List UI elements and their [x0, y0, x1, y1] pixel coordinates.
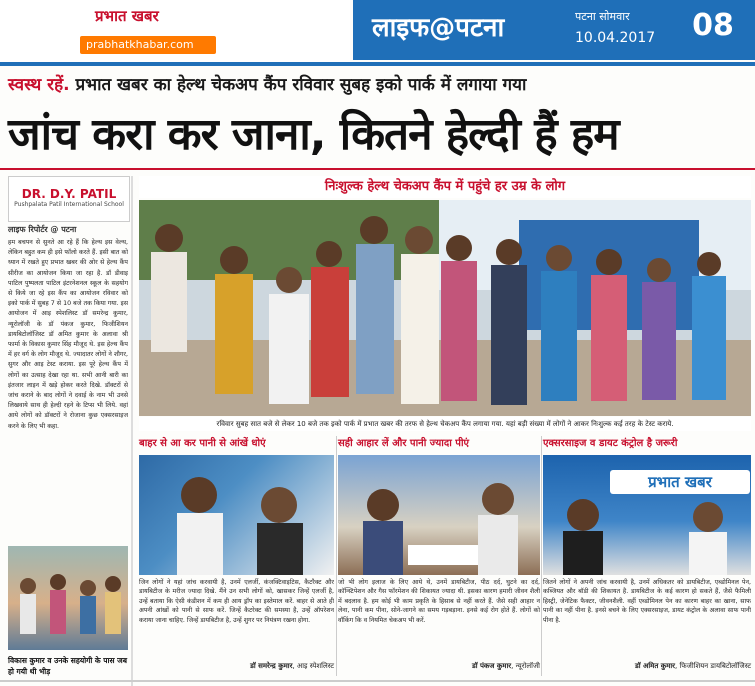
- credit-role: , फिजीशियन डायबिटोलॉजिस्ट: [675, 662, 751, 670]
- main-photo: [139, 200, 751, 416]
- credit-name: डॉ अमित कुमार: [634, 662, 675, 670]
- article-body: हम बचपन से सुनते आ रहे हैं कि हेल्थ इस वेल्थ, लेकिन बहुत कम ही इसे फॉलो करते हैं. इसी बात को ध्यान में रखते हुए प्रभात खबर की ओर से हेल्थ कैंप सीरीज का आयोजन किया जा रहा है. डॉ डीवाइ पाटिल पुष्पलता पाटिल इंटरनेशनल स्कूल के सहयोग से किये जा रहे इस कैंप का आयोजन रविवार को इको पार्क में सुबह 7 से 10 बजे तक किया गया. इस आयोजन में आइ स्पेशलिस्ट डॉ समरेन्द्र कुमार, न्यूरोलॉजी के डॉ पंकज कुमार, फिजीशियन डायबिटोलॉजिस्ट डॉ अमित कुमार के अलावा श्री फार्मा के विकास कुमार सिंह मौजूद थे. इस हेल्थ कैंप में हर वर्ग के लोग मौजूद थे. ज्यादातर लोगों ने शौगर, सुगर और आइ टेस्ट कराया. इस पूरे हेल्थ कैंप में लोगों का उत्साह देखा रहा था. सभी आनी बारी का इंतजार लाइन में खड़े होकर करते दिखे. डॉक्टरों से जांच कराने के बाद लोगों ने दवाई के नाम भी उनसे लिखवाये साथ ही हेल्दी रहने के टिप्स भी लिये. वहां आये लोगों को डॉक्टरों ने रोजाना कुछ एक्सरसाइज करने के लिए भी कहा.: [8, 239, 128, 430]
- eye-checkup-illustration: [139, 455, 334, 575]
- sub-story-2-photo: [338, 455, 540, 575]
- sub-story-3-credit: [543, 662, 751, 674]
- headline: जांच करा कर जाना, कितने हेल्दी हैं हम: [8, 109, 619, 160]
- header-city-day: पटना सोमवार: [575, 10, 630, 23]
- sub-story-2-text: जो भी लोग इलाज के लिए आये थे, उनमें डायबिटीज, पीठ दर्द, घुटने का दर्द, कॉन्स्टिपेशन और गैस फॉरमेशन की शिकायत ज्यादा थी. इसका कारण हमारी जीवन शैली में बदलाव है. हम कोई भी काम प्रकृति के हिसाब से नहीं करते हैं. जैसे सही आहार न लेना, पानी कम पीना, सोने-जागने का समय गड़बड़ाना. इनसे कई रोग होते हैं. लोगों को वॉकिंग कि व नियमित चेकअप भी करें.: [338, 579, 540, 624]
- page-number: 08: [692, 8, 734, 43]
- site-url[interactable]: prabhatkhabar.com: [80, 36, 216, 54]
- column-divider: [131, 176, 133, 686]
- kicker-line: [8, 72, 526, 95]
- header-divider: [0, 62, 755, 66]
- bp-checkup-illustration: [338, 455, 540, 575]
- sub-story-3-heading: एक्सरसाइज व डायट कंट्रोल है जरूरी: [543, 438, 678, 449]
- crowd-photo: [8, 546, 128, 650]
- credit-role: , न्यूरोलॉजी: [511, 662, 540, 670]
- section-title: लाइफ@पटना: [372, 13, 505, 43]
- byline: लाइफ रिपोर्टर @ पटना: [8, 225, 77, 234]
- sub-story-2-credit: [338, 662, 540, 674]
- sub-story-1-credit: [139, 662, 334, 674]
- photo-banner: निःशुल्क हेल्थ चेकअप कैंप में पहुंचे हर उम्र के लोग: [139, 176, 751, 198]
- column-rule: [336, 436, 337, 676]
- header-date: 10.04.2017: [575, 30, 656, 46]
- sub-story-1-photo: [139, 455, 334, 575]
- main-photo-caption: रविवार सुबह सात बजे से लेकर 10 बजे तक इको पार्क में प्रभात खबर की तरफ से हेल्थ चेकअप कैंप लगाया गया. यहां बड़ी संख्या में लोगों ने आकर निःशुल्क कई तरह के टेस्ट कराये.: [139, 417, 751, 431]
- credit-name: डॉ पंकज कुमार: [471, 662, 512, 670]
- kicker-strong: स्वस्थ रहें.: [8, 75, 70, 95]
- page-bottom-rule: [0, 680, 755, 682]
- sub-story-2-heading: सही आहार लें और पानी ज्यादा पीएं: [338, 438, 470, 449]
- sponsor-name: DR. D.Y. PATIL: [21, 187, 117, 201]
- credit-role: , आइ स्पेशलिस्ट: [292, 662, 334, 670]
- health-camp-illustration: [139, 200, 751, 416]
- sub-story-1-text: जिन लोगों ने यहां जांच करवायी है, उनमें एलर्जी, कंजक्टिवाइटिस, कैटरैक्ट और डायबिटीज के मरीज ज्यादा दिखे. मैंने उन सभी लोगों को, खासकर जिन्हें एलर्जी है, उन्हें बताया कि ऐसी कंडीशन में कम ही आय ड्रॉप का इस्तेमाल करें. बाहर से आते ही अपनी आंखों को पानी से साफ करें. जिन्हें कैटरेक्ट की समस्या है, उन्हें ऑपरेशन कराया जाना चाहिए. जिन्हें डायबिटीज है, उन्हें शुगर पर नियंत्रण रखना होगा.: [139, 579, 334, 624]
- sub-story-3-photo-banner: प्रभात खबर: [610, 470, 750, 494]
- newspaper-logo: प्रभात खबर: [95, 7, 159, 25]
- left-photo-caption: विकास कुमार व उनके सहयोगी के पास जब हो गयी थी भीड़: [8, 656, 128, 676]
- column-rule: [541, 436, 542, 676]
- credit-name: डॉ समरेन्द्र कुमार: [250, 662, 293, 670]
- kicker-text: प्रभात खबर का हेल्थ चेकअप कैंप रविवार सुबह इको पार्क में लगाया गया: [69, 75, 527, 95]
- crowd-illustration: [8, 546, 128, 650]
- sponsor-subtitle: Pushpalata Patil International School: [14, 201, 124, 208]
- sponsor-logo: [8, 176, 130, 222]
- sub-story-1-heading: बाहर से आ कर पानी से आंखें धोएं: [139, 438, 266, 449]
- sub-story-3-text: जितने लोगों ने अपनी जांच करवायी है, उनमें अधिकतर को डायबिटीज, एब्डोमिनल पेन, कब्जियत और बॉडी की शिकायत है. डायबिटीज के कई कारण हो सकते हैं, जैसे फैमिली हिस्ट्री, जेनेटिक फैक्टर, जीवनशैली. वहीं एब्डोमिनल पेन का कारण बाहर का खाना, साफ पानी का नहीं पीना है. इनसे बचने के लिए एक्सरसाइज, डायट कंट्रोल के अलावा साफ पानी पीना है.: [543, 579, 751, 624]
- headline-rule: [0, 168, 755, 170]
